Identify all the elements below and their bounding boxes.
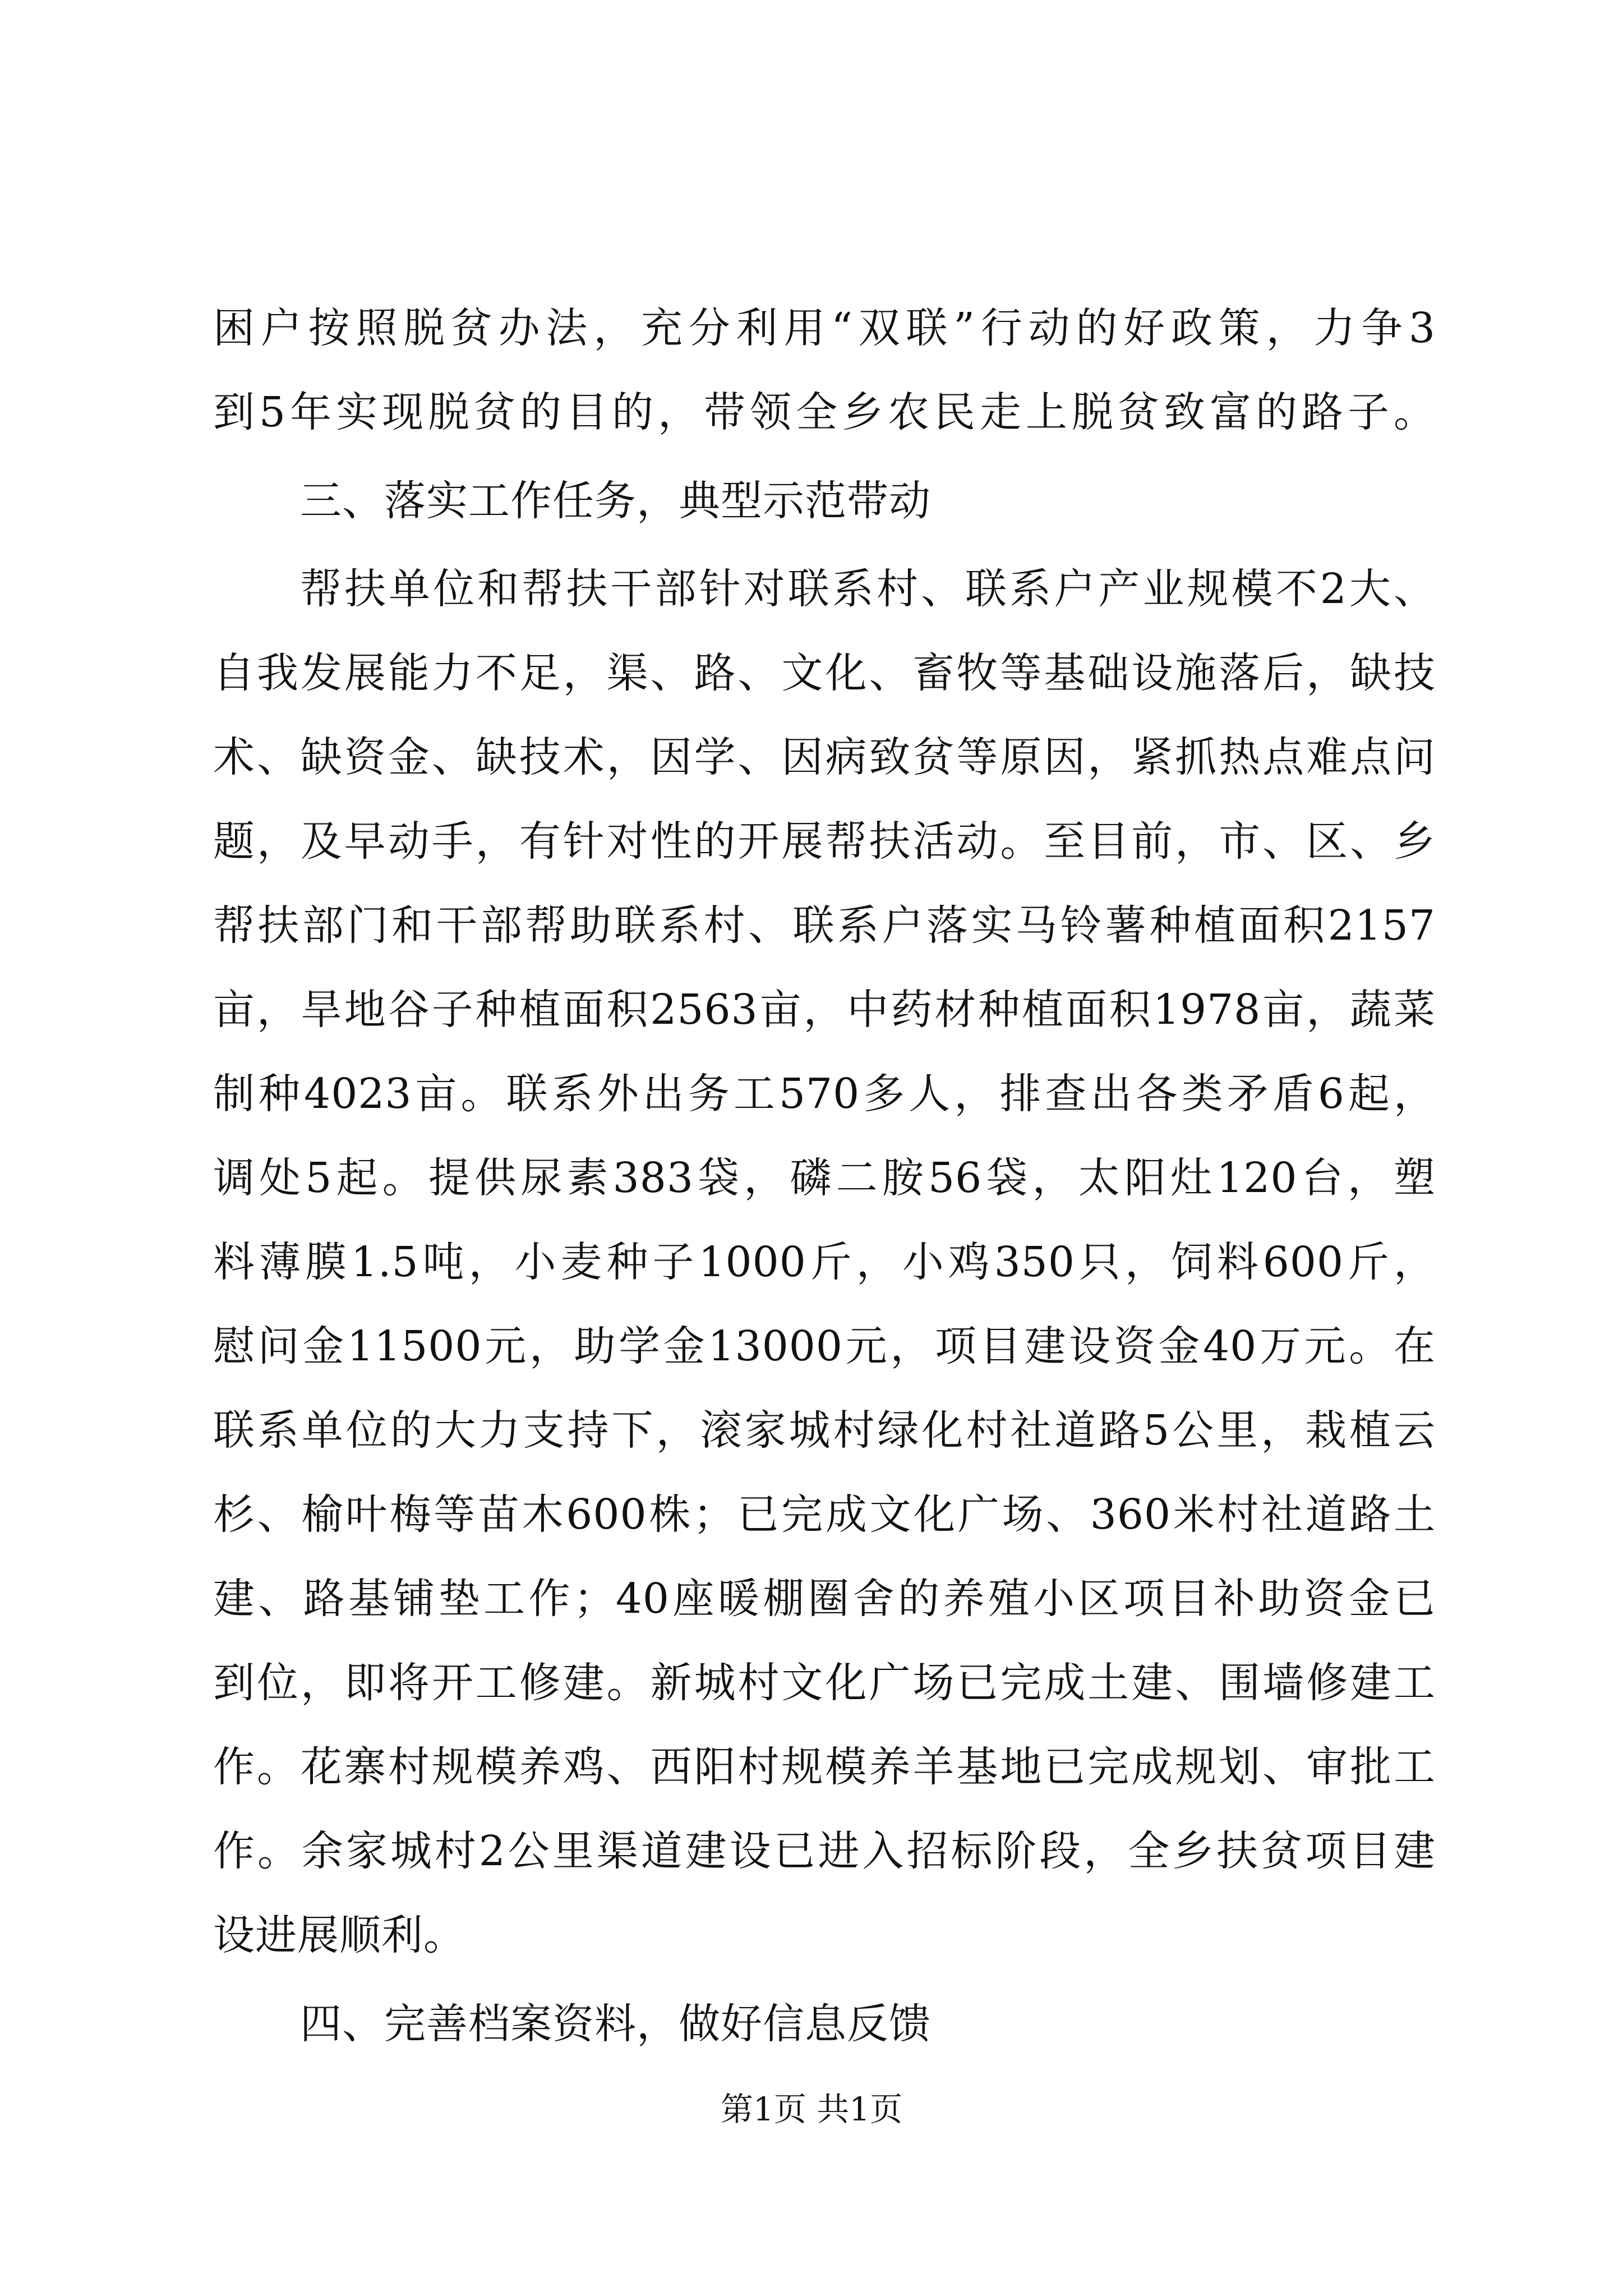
text-line: 作。花寨村规模养鸡、西阳村规模养羊基地已完成规划、审批工	[213, 1743, 1436, 1791]
text-line: 亩，旱地谷子种植面积2563亩，中药材种植面积1978亩，蔬菜	[213, 986, 1436, 1034]
text-line: 建、路基铺垫工作；40座暖棚圈舍的养殖小区项目补助资金已	[213, 1575, 1436, 1623]
text-line: 慰问金11500元，助学金13000元，项目建设资金40万元。在	[213, 1322, 1436, 1370]
text-line: 料薄膜1.5吨，小麦种子1000斤，小鸡350只，饲料600斤，	[213, 1238, 1436, 1286]
text-line: 到5年实现脱贫的目的，带领全乡农民走上脱贫致富的路子。	[213, 388, 1436, 436]
text-line: 题，及早动手，有针对性的开展帮扶活动。至目前，市、区、乡	[213, 817, 1436, 866]
text-line: 联系单位的大力支持下，滚家城村绿化村社道路5公里，栽植云	[213, 1406, 1436, 1455]
section-heading: 三、落实工作任务，典型示范带动	[300, 477, 931, 525]
section-heading: 四、完善档案资料，做好信息反馈	[300, 2000, 931, 2048]
text-line: 制种4023亩。联系外出务工570多人，排查出各类矛盾6起，	[213, 1070, 1436, 1118]
text-line: 帮扶部门和干部帮助联系村、联系户落实马铃薯种植面积2157	[213, 901, 1436, 950]
text-line: 术、缺资金、缺技术，因学、因病致贫等原因，紧抓热点难点问	[213, 733, 1436, 781]
text-line: 作。余家城村2公里渠道建设已进入招标阶段，全乡扶贫项目建	[213, 1827, 1436, 1875]
text-line: 杉、榆叶梅等苗木600株；已完成文化广场、360米村社道路土	[213, 1490, 1436, 1539]
text-line: 到位，即将开工修建。新城村文化广场已完成土建、围墙修建工	[213, 1659, 1436, 1707]
page-footer: 第1页 共1页	[720, 2090, 903, 2128]
text-line: 设进展顺利。	[213, 1911, 465, 1959]
text-line: 自我发展能力不足，渠、路、文化、畜牧等基础设施落后，缺技	[213, 649, 1436, 697]
text-line: 调处5起。提供尿素383袋，磷二胺56袋，太阳灶120台，塑	[213, 1154, 1436, 1202]
text-line: 困户按照脱贫办法，充分利用“双联”行动的好政策，力争3	[213, 304, 1436, 352]
text-line: 帮扶单位和帮扶干部针对联系村、联系户产业规模不2大、	[300, 565, 1436, 613]
